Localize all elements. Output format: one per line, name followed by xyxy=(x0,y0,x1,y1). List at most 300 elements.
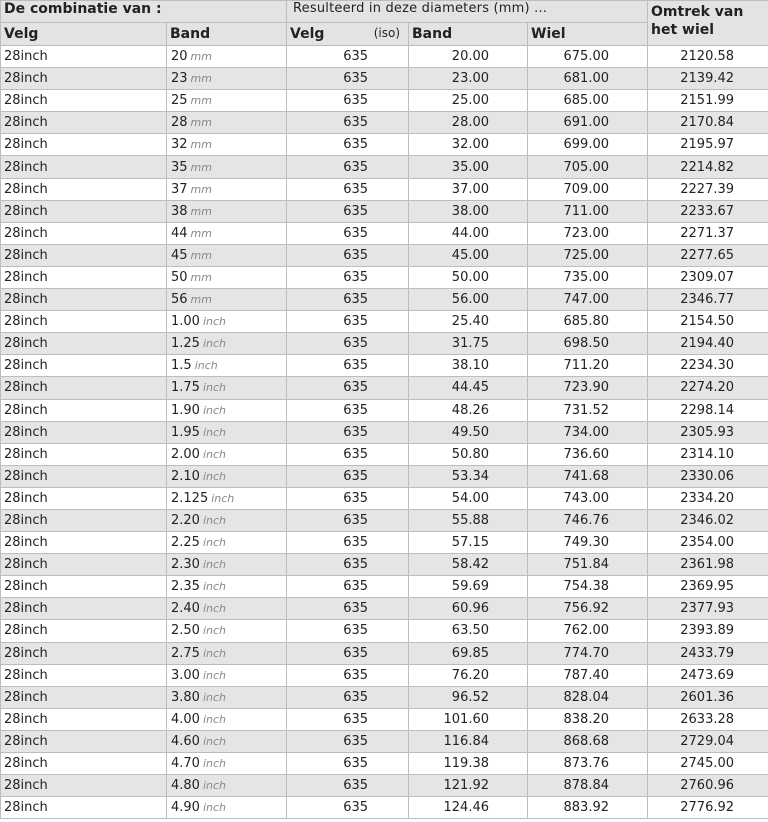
band-cell xyxy=(167,487,287,509)
band-value: 23 xyxy=(171,71,188,87)
table-row xyxy=(1,532,768,554)
table-row xyxy=(1,775,768,797)
band-unit: inch xyxy=(202,757,227,771)
velg-cell: 28inch xyxy=(1,730,167,752)
omtrek-cell: 2346.77 xyxy=(648,289,768,311)
band-cell xyxy=(167,289,287,311)
omtrek-cell: 2234.30 xyxy=(648,355,768,377)
band-mm-cell: 119.38 xyxy=(409,753,528,775)
iso-cell: 635 xyxy=(287,266,409,288)
band-value: 4.80 xyxy=(171,778,200,794)
band-cell xyxy=(167,178,287,200)
velg-cell: 28inch xyxy=(1,134,167,156)
band-mm-cell: 50.80 xyxy=(409,443,528,465)
wiel-cell: 787.40 xyxy=(528,664,648,686)
iso-cell: 635 xyxy=(287,532,409,554)
band-mm-cell: 44.00 xyxy=(409,222,528,244)
omtrek-cell: 2227.39 xyxy=(648,178,768,200)
table-row xyxy=(1,443,768,465)
wiel-cell: 723.00 xyxy=(528,222,648,244)
wiel-cell: 743.00 xyxy=(528,487,648,509)
band-mm-cell: 56.00 xyxy=(409,289,528,311)
table-row xyxy=(1,355,768,377)
table-row xyxy=(1,708,768,730)
velg-cell: 28inch xyxy=(1,487,167,509)
omtrek-cell: 2305.93 xyxy=(648,421,768,443)
band-cell xyxy=(167,311,287,333)
band-value: 4.70 xyxy=(171,756,200,772)
omtrek-cell: 2354.00 xyxy=(648,532,768,554)
band-unit: inch xyxy=(202,690,227,704)
band-value: 44 xyxy=(171,225,188,241)
band-cell xyxy=(167,90,287,112)
table-row xyxy=(1,509,768,531)
omtrek-cell: 2139.42 xyxy=(648,68,768,90)
table-row xyxy=(1,266,768,288)
band-cell xyxy=(167,708,287,730)
band-cell xyxy=(167,730,287,752)
velg-cell: 28inch xyxy=(1,598,167,620)
band-value: 4.60 xyxy=(171,733,200,749)
table-row xyxy=(1,620,768,642)
wiel-cell: 747.00 xyxy=(528,289,648,311)
omtrek-cell: 2194.40 xyxy=(648,333,768,355)
band-unit: inch xyxy=(202,315,227,329)
iso-cell: 635 xyxy=(287,554,409,576)
velg-cell: 28inch xyxy=(1,421,167,443)
wiel-cell: 735.00 xyxy=(528,266,648,288)
band-value: 2.10 xyxy=(171,468,200,484)
omtrek-cell: 2369.95 xyxy=(648,576,768,598)
band-unit: inch xyxy=(202,514,227,528)
velg-cell: 28inch xyxy=(1,465,167,487)
velg-cell: 28inch xyxy=(1,399,167,421)
band-value: 1.00 xyxy=(171,314,200,330)
iso-cell: 635 xyxy=(287,311,409,333)
omtrek-cell: 2334.20 xyxy=(648,487,768,509)
band-mm-cell: 44.45 xyxy=(409,377,528,399)
band-cell xyxy=(167,598,287,620)
table-row xyxy=(1,90,768,112)
band-mm-cell: 25.00 xyxy=(409,90,528,112)
combination-header: De combinatie van : xyxy=(1,1,287,23)
table-row xyxy=(1,753,768,775)
omtrek-cell: 2377.93 xyxy=(648,598,768,620)
wiel-cell: 685.00 xyxy=(528,90,648,112)
wiel-cell: 711.00 xyxy=(528,200,648,222)
table-row xyxy=(1,664,768,686)
band-mm-cell: 124.46 xyxy=(409,797,528,819)
wiel-cell: 734.00 xyxy=(528,421,648,443)
band-mm-cell: 59.69 xyxy=(409,576,528,598)
table-row xyxy=(1,642,768,664)
omtrek-cell: 2776.92 xyxy=(648,797,768,819)
table-row xyxy=(1,554,768,576)
omtrek-cell: 2271.37 xyxy=(648,222,768,244)
header-row-groups xyxy=(1,1,768,23)
velg-cell: 28inch xyxy=(1,377,167,399)
band-unit: mm xyxy=(190,248,212,262)
velg-cell: 28inch xyxy=(1,178,167,200)
band-value: 1.5 xyxy=(171,358,192,374)
velg-cell: 28inch xyxy=(1,664,167,686)
band-unit: inch xyxy=(202,536,227,550)
iso-cell: 635 xyxy=(287,708,409,730)
velg-cell: 28inch xyxy=(1,532,167,554)
wiel-cell: 774.70 xyxy=(528,642,648,664)
omtrek-cell: 2760.96 xyxy=(648,775,768,797)
iso-cell: 635 xyxy=(287,465,409,487)
band-value: 3.00 xyxy=(171,667,200,683)
wiel-cell: 736.60 xyxy=(528,443,648,465)
band-unit: inch xyxy=(202,447,227,461)
band-mm-cell: 28.00 xyxy=(409,112,528,134)
band-cell xyxy=(167,554,287,576)
table-row xyxy=(1,377,768,399)
table-row xyxy=(1,487,768,509)
band-value: 32 xyxy=(171,137,188,153)
iso-cell: 635 xyxy=(287,200,409,222)
table-row xyxy=(1,421,768,443)
table-row xyxy=(1,730,768,752)
band-unit: mm xyxy=(190,94,212,108)
band-cell xyxy=(167,112,287,134)
band-cell xyxy=(167,200,287,222)
iso-label: (iso) xyxy=(373,26,401,40)
band-mm-cell: 58.42 xyxy=(409,554,528,576)
wiel-cell: 762.00 xyxy=(528,620,648,642)
band-value: 45 xyxy=(171,247,188,263)
iso-cell: 635 xyxy=(287,421,409,443)
table-row xyxy=(1,598,768,620)
velg-cell: 28inch xyxy=(1,753,167,775)
omtrek-cell: 2309.07 xyxy=(648,266,768,288)
table-row xyxy=(1,576,768,598)
band-mm-cell: 35.00 xyxy=(409,156,528,178)
band-mm-cell: 32.00 xyxy=(409,134,528,156)
wiel-cell: 685.80 xyxy=(528,311,648,333)
band-cell xyxy=(167,642,287,664)
wiel-cell: 725.00 xyxy=(528,244,648,266)
wiel-cell: 883.92 xyxy=(528,797,648,819)
table-row xyxy=(1,333,768,355)
band-mm-cell: 49.50 xyxy=(409,421,528,443)
band-cell xyxy=(167,421,287,443)
band-mm-cell: 60.96 xyxy=(409,598,528,620)
omtrek-cell: 2154.50 xyxy=(648,311,768,333)
band-unit: mm xyxy=(190,138,212,152)
band-unit: inch xyxy=(202,734,227,748)
band-value: 2.35 xyxy=(171,579,200,595)
wiel-cell: 749.30 xyxy=(528,532,648,554)
velg-cell: 28inch xyxy=(1,576,167,598)
band-cell xyxy=(167,156,287,178)
band-unit: mm xyxy=(190,160,212,174)
band-unit: mm xyxy=(190,116,212,130)
wiel-cell: 711.20 xyxy=(528,355,648,377)
iso-cell: 635 xyxy=(287,664,409,686)
omtrek-cell: 2601.36 xyxy=(648,686,768,708)
table-row xyxy=(1,222,768,244)
velg-cell: 28inch xyxy=(1,355,167,377)
table-row xyxy=(1,200,768,222)
velg-cell: 28inch xyxy=(1,797,167,819)
band-unit: inch xyxy=(202,801,227,815)
velg-cell: 28inch xyxy=(1,333,167,355)
table-row xyxy=(1,797,768,819)
iso-cell: 635 xyxy=(287,68,409,90)
band-unit: inch xyxy=(202,668,227,682)
table-row xyxy=(1,289,768,311)
velg-cell: 28inch xyxy=(1,708,167,730)
iso-cell: 635 xyxy=(287,443,409,465)
wiel-cell: 705.00 xyxy=(528,156,648,178)
iso-cell: 635 xyxy=(287,686,409,708)
velg-iso-column-header xyxy=(287,23,409,46)
velg-cell: 28inch xyxy=(1,311,167,333)
band-value: 2.20 xyxy=(171,513,200,529)
band-mm-cell: 121.92 xyxy=(409,775,528,797)
iso-cell: 635 xyxy=(287,753,409,775)
velg-cell: 28inch xyxy=(1,443,167,465)
iso-cell: 635 xyxy=(287,112,409,134)
band-mm-cell: 45.00 xyxy=(409,244,528,266)
band-value: 2.00 xyxy=(171,446,200,462)
iso-cell: 635 xyxy=(287,134,409,156)
iso-cell: 635 xyxy=(287,775,409,797)
wiel-cell: 699.00 xyxy=(528,134,648,156)
table-row xyxy=(1,244,768,266)
band-value: 1.25 xyxy=(171,336,200,352)
band-value: 4.00 xyxy=(171,711,200,727)
band-mm-cell: 38.10 xyxy=(409,355,528,377)
iso-cell: 635 xyxy=(287,509,409,531)
band-unit: inch xyxy=(211,491,235,505)
wiel-cell: 746.76 xyxy=(528,509,648,531)
band-unit: inch xyxy=(202,624,227,638)
omtrek-cell: 2151.99 xyxy=(648,90,768,112)
omtrek-cell: 2233.67 xyxy=(648,200,768,222)
table-row xyxy=(1,399,768,421)
band-cell xyxy=(167,222,287,244)
omtrek-cell: 2314.10 xyxy=(648,443,768,465)
band-cell xyxy=(167,333,287,355)
wiel-cell: 873.76 xyxy=(528,753,648,775)
wiel-cell: 698.50 xyxy=(528,333,648,355)
iso-cell: 635 xyxy=(287,333,409,355)
omtrek-cell: 2195.97 xyxy=(648,134,768,156)
velg-cell: 28inch xyxy=(1,244,167,266)
iso-cell: 635 xyxy=(287,222,409,244)
band-value: 2.40 xyxy=(171,601,200,617)
band-value: 50 xyxy=(171,269,188,285)
band-cell xyxy=(167,134,287,156)
velg-cell: 28inch xyxy=(1,46,167,68)
band-value: 2.30 xyxy=(171,557,200,573)
band-value: 2.125 xyxy=(171,490,209,506)
iso-cell: 635 xyxy=(287,355,409,377)
velg-cell: 28inch xyxy=(1,686,167,708)
velg-cell: 28inch xyxy=(1,156,167,178)
iso-cell: 635 xyxy=(287,487,409,509)
band-value: 1.90 xyxy=(171,402,200,418)
wiel-cell: 741.68 xyxy=(528,465,648,487)
band-unit: mm xyxy=(190,293,212,307)
band-value: 2.75 xyxy=(171,645,200,661)
band-unit: inch xyxy=(202,646,227,660)
velg-cell: 28inch xyxy=(1,266,167,288)
band-value: 3.80 xyxy=(171,689,200,705)
velg-cell: 28inch xyxy=(1,289,167,311)
wiel-cell: 731.52 xyxy=(528,399,648,421)
wiel-cell: 828.04 xyxy=(528,686,648,708)
wiel-cell: 838.20 xyxy=(528,708,648,730)
iso-cell: 635 xyxy=(287,90,409,112)
band-unit: inch xyxy=(202,403,227,417)
velg-iso-label: Velg xyxy=(290,26,325,42)
iso-cell: 635 xyxy=(287,244,409,266)
band-mm-cell: 50.00 xyxy=(409,266,528,288)
band-unit: inch xyxy=(202,779,227,793)
wiel-cell: 878.84 xyxy=(528,775,648,797)
band-cell xyxy=(167,399,287,421)
iso-cell: 635 xyxy=(287,576,409,598)
band-cell xyxy=(167,46,287,68)
band-mm-cell: 48.26 xyxy=(409,399,528,421)
band-value: 20 xyxy=(171,49,188,65)
band-cell xyxy=(167,620,287,642)
velg-cell: 28inch xyxy=(1,112,167,134)
velg-cell: 28inch xyxy=(1,200,167,222)
velg-cell: 28inch xyxy=(1,620,167,642)
band-unit: inch xyxy=(202,425,227,439)
omtrek-cell: 2729.04 xyxy=(648,730,768,752)
band-mm-column-header: Band xyxy=(409,23,528,46)
band-value: 4.90 xyxy=(171,800,200,816)
band-cell xyxy=(167,532,287,554)
band-value: 2.50 xyxy=(171,623,200,639)
velg-cell: 28inch xyxy=(1,554,167,576)
band-unit: inch xyxy=(202,469,227,483)
band-cell xyxy=(167,753,287,775)
band-mm-cell: 69.85 xyxy=(409,642,528,664)
band-unit: inch xyxy=(202,602,227,616)
band-unit: inch xyxy=(202,558,227,572)
band-mm-cell: 23.00 xyxy=(409,68,528,90)
band-value: 2.25 xyxy=(171,535,200,551)
band-value: 37 xyxy=(171,181,188,197)
omtrek-cell: 2361.98 xyxy=(648,554,768,576)
iso-cell: 635 xyxy=(287,289,409,311)
velg-cell: 28inch xyxy=(1,775,167,797)
wiel-cell: 675.00 xyxy=(528,46,648,68)
band-cell xyxy=(167,576,287,598)
table-row xyxy=(1,134,768,156)
band-mm-cell: 101.60 xyxy=(409,708,528,730)
band-unit: inch xyxy=(194,359,218,373)
band-mm-cell: 20.00 xyxy=(409,46,528,68)
table-row xyxy=(1,68,768,90)
omtrek-cell: 2214.82 xyxy=(648,156,768,178)
circumference-header: Omtrek van het wiel xyxy=(648,1,768,46)
omtrek-cell: 2277.65 xyxy=(648,244,768,266)
band-value: 56 xyxy=(171,292,188,308)
wiel-cell: 691.00 xyxy=(528,112,648,134)
iso-cell: 635 xyxy=(287,377,409,399)
omtrek-cell: 2346.02 xyxy=(648,509,768,531)
velg-cell: 28inch xyxy=(1,642,167,664)
band-cell xyxy=(167,377,287,399)
velg-cell: 28inch xyxy=(1,90,167,112)
iso-cell: 635 xyxy=(287,620,409,642)
band-mm-cell: 38.00 xyxy=(409,200,528,222)
band-unit: mm xyxy=(190,72,212,86)
omtrek-cell: 2745.00 xyxy=(648,753,768,775)
iso-cell: 635 xyxy=(287,730,409,752)
band-cell xyxy=(167,797,287,819)
omtrek-cell: 2330.06 xyxy=(648,465,768,487)
band-unit: mm xyxy=(190,50,212,64)
omtrek-cell: 2433.79 xyxy=(648,642,768,664)
wiel-cell: 681.00 xyxy=(528,68,648,90)
band-value: 38 xyxy=(171,203,188,219)
band-unit: mm xyxy=(190,270,212,284)
band-unit: inch xyxy=(202,580,227,594)
wiel-cell: 754.38 xyxy=(528,576,648,598)
iso-cell: 635 xyxy=(287,598,409,620)
omtrek-cell: 2393.89 xyxy=(648,620,768,642)
band-unit: mm xyxy=(190,204,212,218)
iso-cell: 635 xyxy=(287,156,409,178)
iso-cell: 635 xyxy=(287,178,409,200)
band-value: 25 xyxy=(171,93,188,109)
omtrek-cell: 2170.84 xyxy=(648,112,768,134)
band-mm-cell: 63.50 xyxy=(409,620,528,642)
result-header: Resulteerd in deze diameters (mm) ... xyxy=(287,1,648,23)
iso-cell: 635 xyxy=(287,399,409,421)
omtrek-cell: 2633.28 xyxy=(648,708,768,730)
omtrek-cell: 2298.14 xyxy=(648,399,768,421)
band-mm-cell: 25.40 xyxy=(409,311,528,333)
wiel-cell: 751.84 xyxy=(528,554,648,576)
band-mm-cell: 37.00 xyxy=(409,178,528,200)
iso-cell: 635 xyxy=(287,642,409,664)
band-mm-cell: 57.15 xyxy=(409,532,528,554)
band-cell xyxy=(167,68,287,90)
band-unit: inch xyxy=(202,381,227,395)
band-cell xyxy=(167,775,287,797)
band-mm-cell: 53.34 xyxy=(409,465,528,487)
table-row xyxy=(1,112,768,134)
table-row xyxy=(1,46,768,68)
table-row xyxy=(1,178,768,200)
omtrek-cell: 2473.69 xyxy=(648,664,768,686)
band-unit: inch xyxy=(202,712,227,726)
table-row xyxy=(1,311,768,333)
band-unit: mm xyxy=(190,182,212,196)
band-mm-cell: 55.88 xyxy=(409,509,528,531)
band-mm-cell: 54.00 xyxy=(409,487,528,509)
table-row xyxy=(1,686,768,708)
band-column-header: Band xyxy=(167,23,287,46)
velg-cell: 28inch xyxy=(1,509,167,531)
omtrek-cell: 2120.58 xyxy=(648,46,768,68)
wiel-cell: 756.92 xyxy=(528,598,648,620)
band-cell xyxy=(167,244,287,266)
omtrek-cell: 2274.20 xyxy=(648,377,768,399)
wiel-cell: 709.00 xyxy=(528,178,648,200)
velg-cell: 28inch xyxy=(1,68,167,90)
